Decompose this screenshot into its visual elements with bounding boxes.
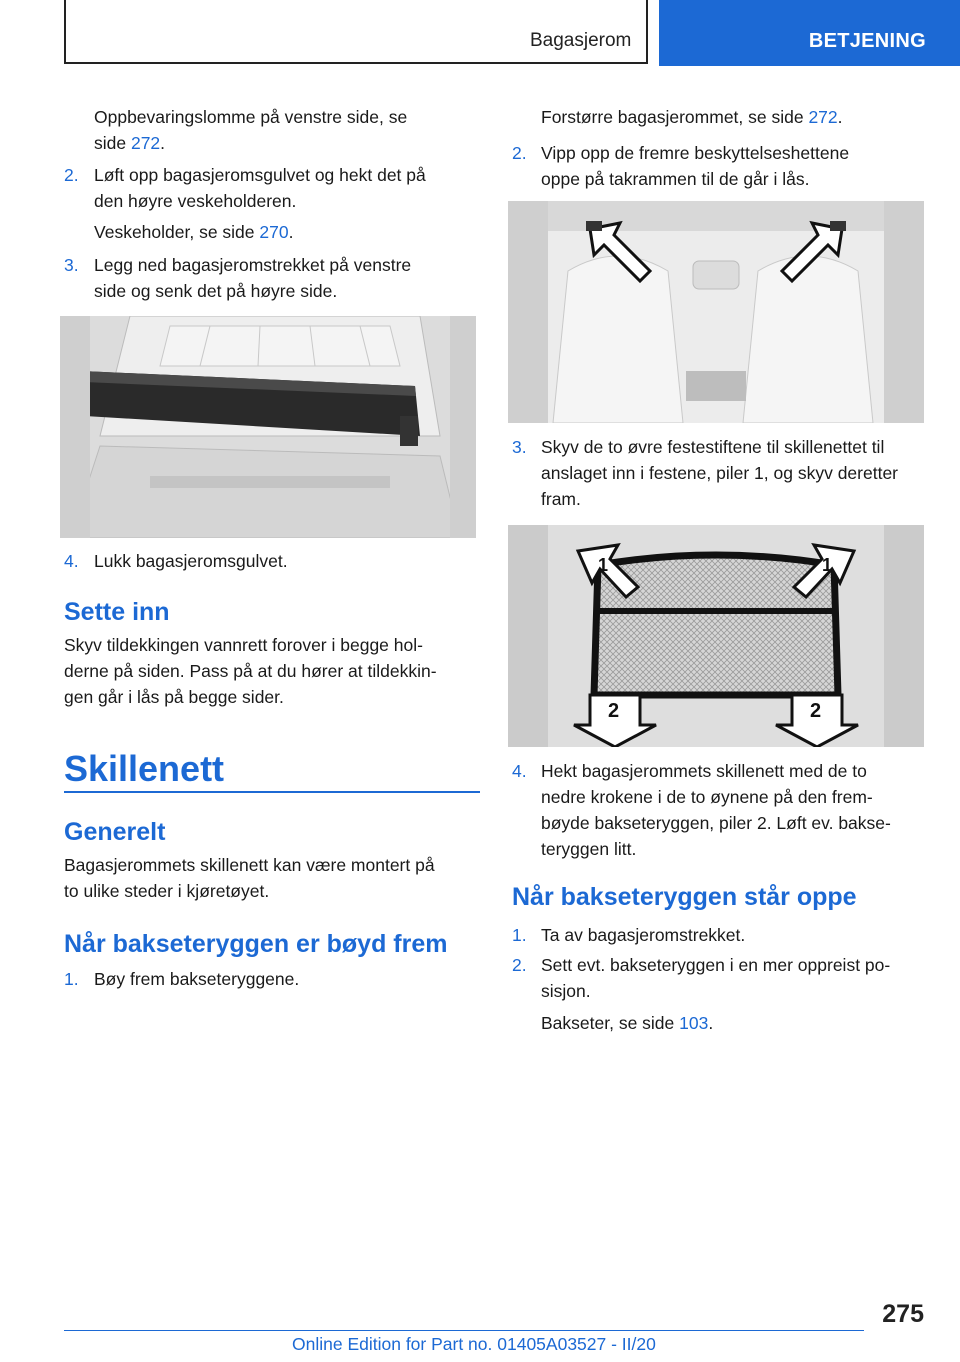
heading-boyd-frem: Når bakseteryggen er bøyd frem bbox=[64, 930, 448, 958]
arrow-label-1: 1 bbox=[598, 555, 609, 575]
roof-caps-image bbox=[508, 201, 924, 423]
arrow-label-1b: 1 bbox=[822, 555, 833, 575]
footer-edition: Online Edition for Part no. 01405A03527 - II/20 bbox=[292, 1334, 656, 1354]
trunk-cover-image bbox=[60, 316, 476, 538]
step-number: 3. bbox=[512, 437, 527, 457]
heading-skillenett: Skillenett bbox=[64, 748, 225, 789]
step-number: 2. bbox=[512, 955, 527, 975]
page-link[interactable]: 103 bbox=[679, 1013, 709, 1033]
heading-star-oppe: Når bakseteryggen står oppe bbox=[512, 883, 857, 911]
partition-net-image bbox=[508, 525, 924, 747]
page-link[interactable]: 270 bbox=[259, 222, 289, 242]
footer-rule bbox=[64, 1330, 864, 1331]
chapter-tab[interactable] bbox=[659, 0, 960, 66]
step-number: 3. bbox=[64, 255, 79, 275]
step-number: 4. bbox=[64, 551, 79, 571]
step-number: 2. bbox=[64, 165, 79, 185]
arrow-label-2: 2 bbox=[608, 700, 620, 722]
section-title: Bagasjerom bbox=[530, 30, 632, 51]
step-text: Løft opp bagasjeromsgulvet og hekt det på bbox=[94, 165, 426, 185]
arrow-label-2b: 2 bbox=[810, 700, 822, 722]
heading-rule bbox=[64, 791, 480, 793]
text: Oppbevaringslomme på venstre side, se bbox=[94, 107, 408, 127]
heading-sette-inn: Sette inn bbox=[64, 598, 170, 626]
step-number: 1. bbox=[64, 969, 79, 989]
step-number: 1. bbox=[512, 925, 527, 945]
page-link[interactable]: 272 bbox=[130, 133, 161, 153]
chapter-tab-label: BETJENING bbox=[808, 30, 926, 52]
step-number: 4. bbox=[512, 761, 527, 781]
heading-generelt: Generelt bbox=[64, 818, 166, 846]
step-number: 2. bbox=[512, 143, 527, 163]
page-number: 275 bbox=[882, 1300, 924, 1328]
page-link[interactable]: 272 bbox=[808, 107, 838, 127]
